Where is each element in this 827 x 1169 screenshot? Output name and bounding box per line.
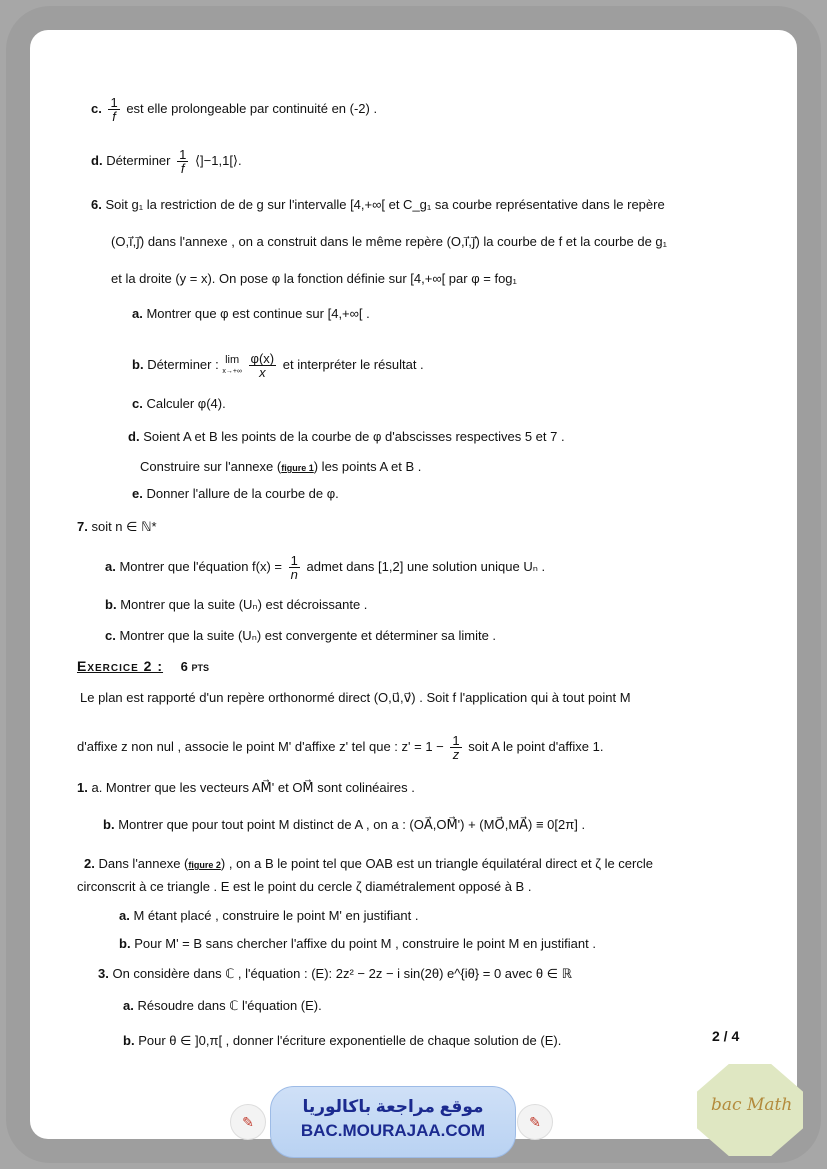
ex2-intro-2: d'affixe z non nul , associe le point M' d'affixe z' tel que : z' = 1 − $\frac{1}{z}$ soit A le point d'affixe 1. bbox=[77, 733, 604, 762]
q7b: b. Montrer que la suite (Uₙ) est décroissante . bbox=[105, 597, 368, 612]
q6: 6. Soit g₁ la restriction de de g sur l'intervalle [4,+∞[ et C_g₁ sa courbe représentative dans le repère bbox=[91, 197, 665, 212]
bacmath-logo-text: bac Math bbox=[711, 1095, 793, 1115]
banner-url[interactable]: BAC.MOURAJAA.COM bbox=[300, 1121, 486, 1140]
book-logo-icon: ✎ bbox=[230, 1104, 266, 1140]
q6-line3: et la droite (y = x). On pose φ la fonction définie sur [4,+∞[ par φ = fog₁ bbox=[111, 271, 517, 286]
q6d: d. Soient A et B les points de la courbe de φ d'abscisses respectives 5 et 7 . bbox=[128, 429, 565, 444]
q5d: d. Déterminer $\frac{1}{f}$ ⟨]−1,1[⟩. bbox=[91, 147, 242, 176]
ex2-q3a: a. Résoudre dans ℂ l'équation (E). bbox=[123, 998, 322, 1013]
q6d-line2: Construire sur l'annexe (figure 1) les points A et B . bbox=[140, 459, 422, 474]
ex2-intro-1: Le plan est rapporté d'un repère orthonormé direct (O,u⃗,v⃗) . Soit f l'application qui à tout point M bbox=[80, 690, 631, 705]
exercise-2-heading: Exercice 2 : 6 pts bbox=[77, 658, 210, 674]
ex2-q3: 3. On considère dans ℂ , l'équation : (E): 2z² − 2z − i sin(2θ) e^{iθ} = 0 avec θ ∈ ℝ bbox=[98, 966, 572, 981]
ex2-q2b: b. Pour M' = B sans chercher l'affixe du point M , construire le point M en justifiant . bbox=[119, 936, 596, 951]
q6c: c. Calculer φ(4). bbox=[132, 396, 226, 411]
q6b: b. Déterminer : lim x→+∞ $\frac{\varphi(x)}{x}$ et interpréter le résultat . bbox=[132, 351, 424, 380]
ex2-q1a: 1. a. Montrer que les vecteurs AM⃗' et OM⃗ sont colinéaires . bbox=[77, 780, 415, 795]
q5c: c. $\frac{1}{f}$ est elle prolongeable par continuité en (-2) . bbox=[91, 95, 378, 124]
ex2-q2: 2. Dans l'annexe (figure 2) , on a B le point tel que OAB est un triangle équilatéral direct et ζ le cercle bbox=[84, 856, 653, 871]
q6a: a. Montrer que φ est continue sur [4,+∞[ . bbox=[132, 306, 370, 321]
banner-arabic-title: موقع مراجعة باكالوريا bbox=[302, 1097, 484, 1116]
q7a: a. Montrer que l'équation f(x) = $\frac{1}{n}$ admet dans [1,2] une solution unique Uₙ . bbox=[105, 553, 546, 582]
book-logo-icon-right: ✎ bbox=[517, 1104, 553, 1140]
q7c: c. Montrer que la suite (Uₙ) est convergente et déterminer sa limite . bbox=[105, 628, 497, 643]
ex2-q1b: b. Montrer que pour tout point M distinct de A , on a : (OA⃗,OM⃗') + (MO⃗,MA⃗) ≡ 0[2π] . bbox=[103, 817, 586, 832]
q7: 7. soit n ∈ ℕ* bbox=[77, 519, 157, 534]
q6-line2: (O,i⃗,j⃗) dans l'annexe , on a construit dans le même repère (O,i⃗,j⃗) la courbe de f et la courbe de g₁ bbox=[111, 234, 668, 249]
q6e: e. Donner l'allure de la courbe de φ. bbox=[132, 486, 339, 501]
page-number: 2 / 4 bbox=[712, 1028, 740, 1044]
site-banner[interactable] bbox=[270, 1086, 516, 1158]
ex2-q3b: b. Pour θ ∈ ]0,π[ , donner l'écriture exponentielle de chaque solution de (E). bbox=[123, 1033, 562, 1048]
ex2-q2-line2: circonscrit à ce triangle . E est le point du cercle ζ diamétralement opposé à B . bbox=[77, 879, 532, 894]
ex2-q2a: a. M étant placé , construire le point M' en justifiant . bbox=[119, 908, 419, 923]
